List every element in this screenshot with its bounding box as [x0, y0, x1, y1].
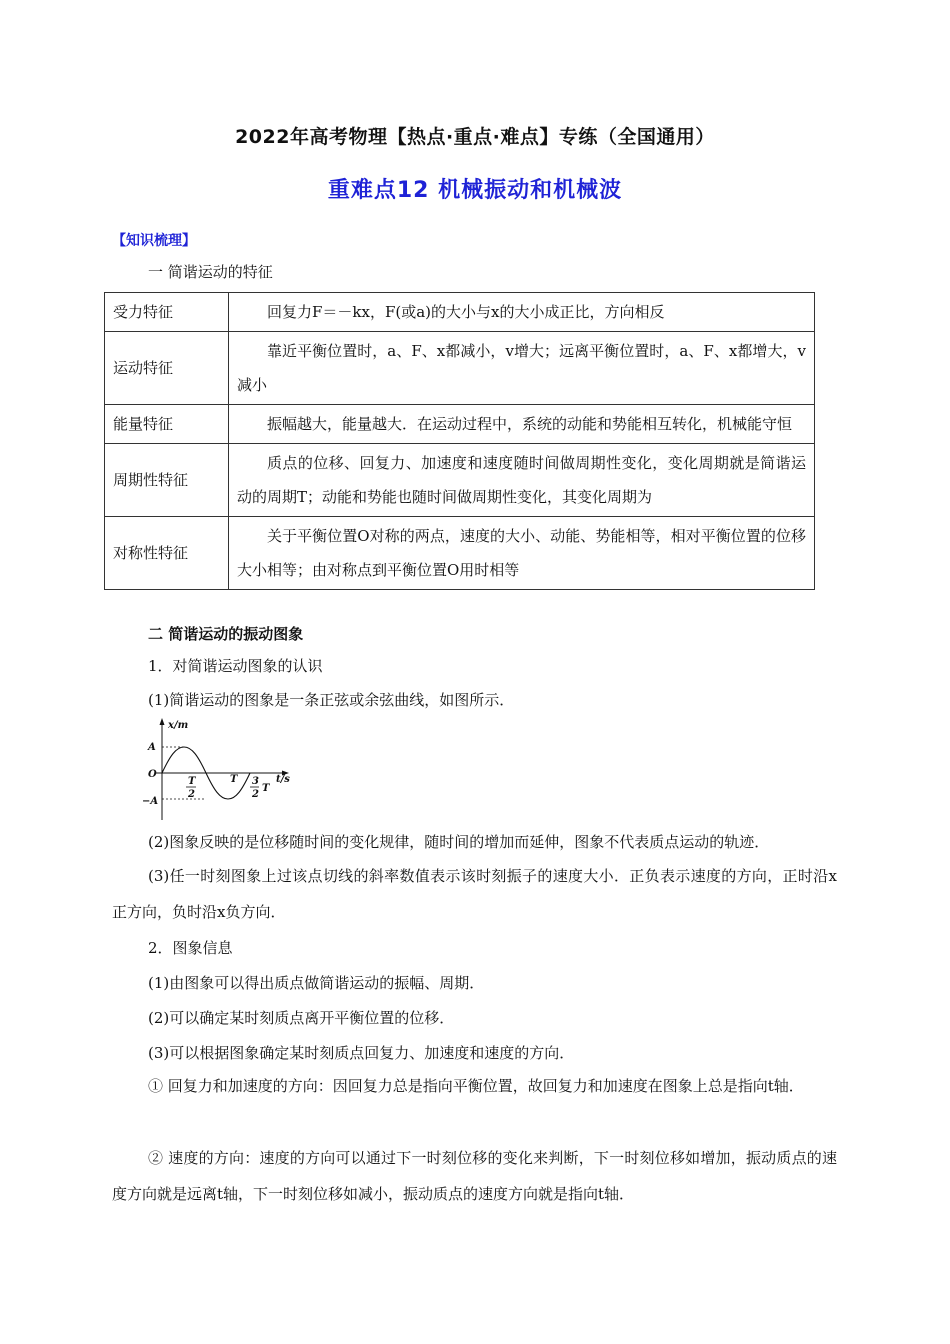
tick-3half-den: 2: [252, 789, 259, 800]
feature-table: [104, 292, 815, 590]
table-row: [105, 332, 815, 405]
origin-label: O: [148, 769, 157, 780]
row-text: 靠近平衡位置时，a、F、x都减小，v增大；远离平衡位置时，a、F、x都增大，v减小: [229, 332, 815, 405]
tick-3half-T: T: [262, 783, 270, 794]
row-label: 运动特征: [105, 332, 229, 405]
paragraph: ② 速度的方向：速度的方向可以通过下一时刻位移的变化来判断，下一时刻位移如增加，振动质点的速度方向就是远离t轴，下一时刻位移如减小，振动质点的速度方向就是指向t轴．: [112, 1149, 837, 1203]
paragraph: (3)任一时刻图象上过该点切线的斜率数值表示该时刻振子的速度大小．正负表示速度的方向，正时沿x正方向，负时沿x负方向．: [112, 867, 837, 921]
row-text: 关于平衡位置O对称的两点，速度的大小、动能、势能相等，相对平衡位置的位移大小相等；由对称点到平衡位置O用时相等: [229, 517, 815, 590]
paragraph: (1)由图象可以得出质点做简谐运动的振幅、周期．: [148, 974, 485, 992]
table-row: [105, 444, 815, 517]
paragraph: ① 回复力和加速度的方向：因回复力总是指向平衡位置，故回复力和加速度在图象上总是指向t轴．: [148, 1077, 804, 1095]
y-axis-arrow: [160, 718, 165, 725]
sine-wave-graph: [140, 716, 300, 824]
tick-T: T: [230, 774, 238, 785]
tick-half-den: 2: [188, 789, 195, 800]
paragraph: (3)可以根据图象确定某时刻质点回复力、加速度和速度的方向．: [148, 1044, 575, 1062]
paragraph: (2)可以确定某时刻质点离开平衡位置的位移．: [148, 1009, 455, 1027]
row-label: 周期性特征: [105, 444, 229, 517]
row-label: 对称性特征: [105, 517, 229, 590]
row-text: 回复力F＝－kx，F(或a)的大小与x的大小成正比，方向相反: [229, 293, 815, 332]
table-row: [105, 405, 815, 444]
paragraph: (2)图象反映的是位移随时间的变化规律，随时间的增加而延伸，图象不代表质点运动的轨迹．: [148, 833, 770, 851]
document-title: 2022年高考物理【热点·重点·难点】专练（全国通用）: [235, 126, 715, 148]
amp-neg-label: −A: [142, 796, 159, 807]
paragraph: 1．对简谐运动图象的认识: [148, 657, 323, 675]
document-subtitle: 重难点12 机械振动和机械波: [327, 178, 623, 203]
paragraph: 2．图象信息: [148, 939, 233, 957]
row-label: 受力特征: [105, 293, 229, 332]
section-tag: 【知识梳理】: [112, 233, 196, 249]
x-axis-label: t/s: [276, 774, 290, 785]
tick-half-num: T: [188, 776, 196, 787]
table-row: [105, 517, 815, 590]
section2-heading: 二 简谐运动的振动图象: [148, 625, 304, 643]
table-row: [105, 293, 815, 332]
row-label: 能量特征: [105, 405, 229, 444]
paragraph: (1)简谐运动的图象是一条正弦或余弦曲线，如图所示．: [148, 691, 515, 709]
row-text: 质点的位移、回复力、加速度和速度随时间做周期性变化，变化周期就是简谐运动的周期T；动能和势能也随时间做周期性变化，其变化周期为: [229, 444, 815, 517]
y-axis-label: x/m: [168, 720, 189, 731]
row-text: 振幅越大，能量越大．在运动过程中，系统的动能和势能相互转化，机械能守恒: [229, 405, 815, 444]
tick-3half-num: 3: [252, 776, 259, 787]
section1-heading: 一 简谐运动的特征: [148, 263, 273, 281]
amp-pos-label: A: [148, 742, 156, 753]
